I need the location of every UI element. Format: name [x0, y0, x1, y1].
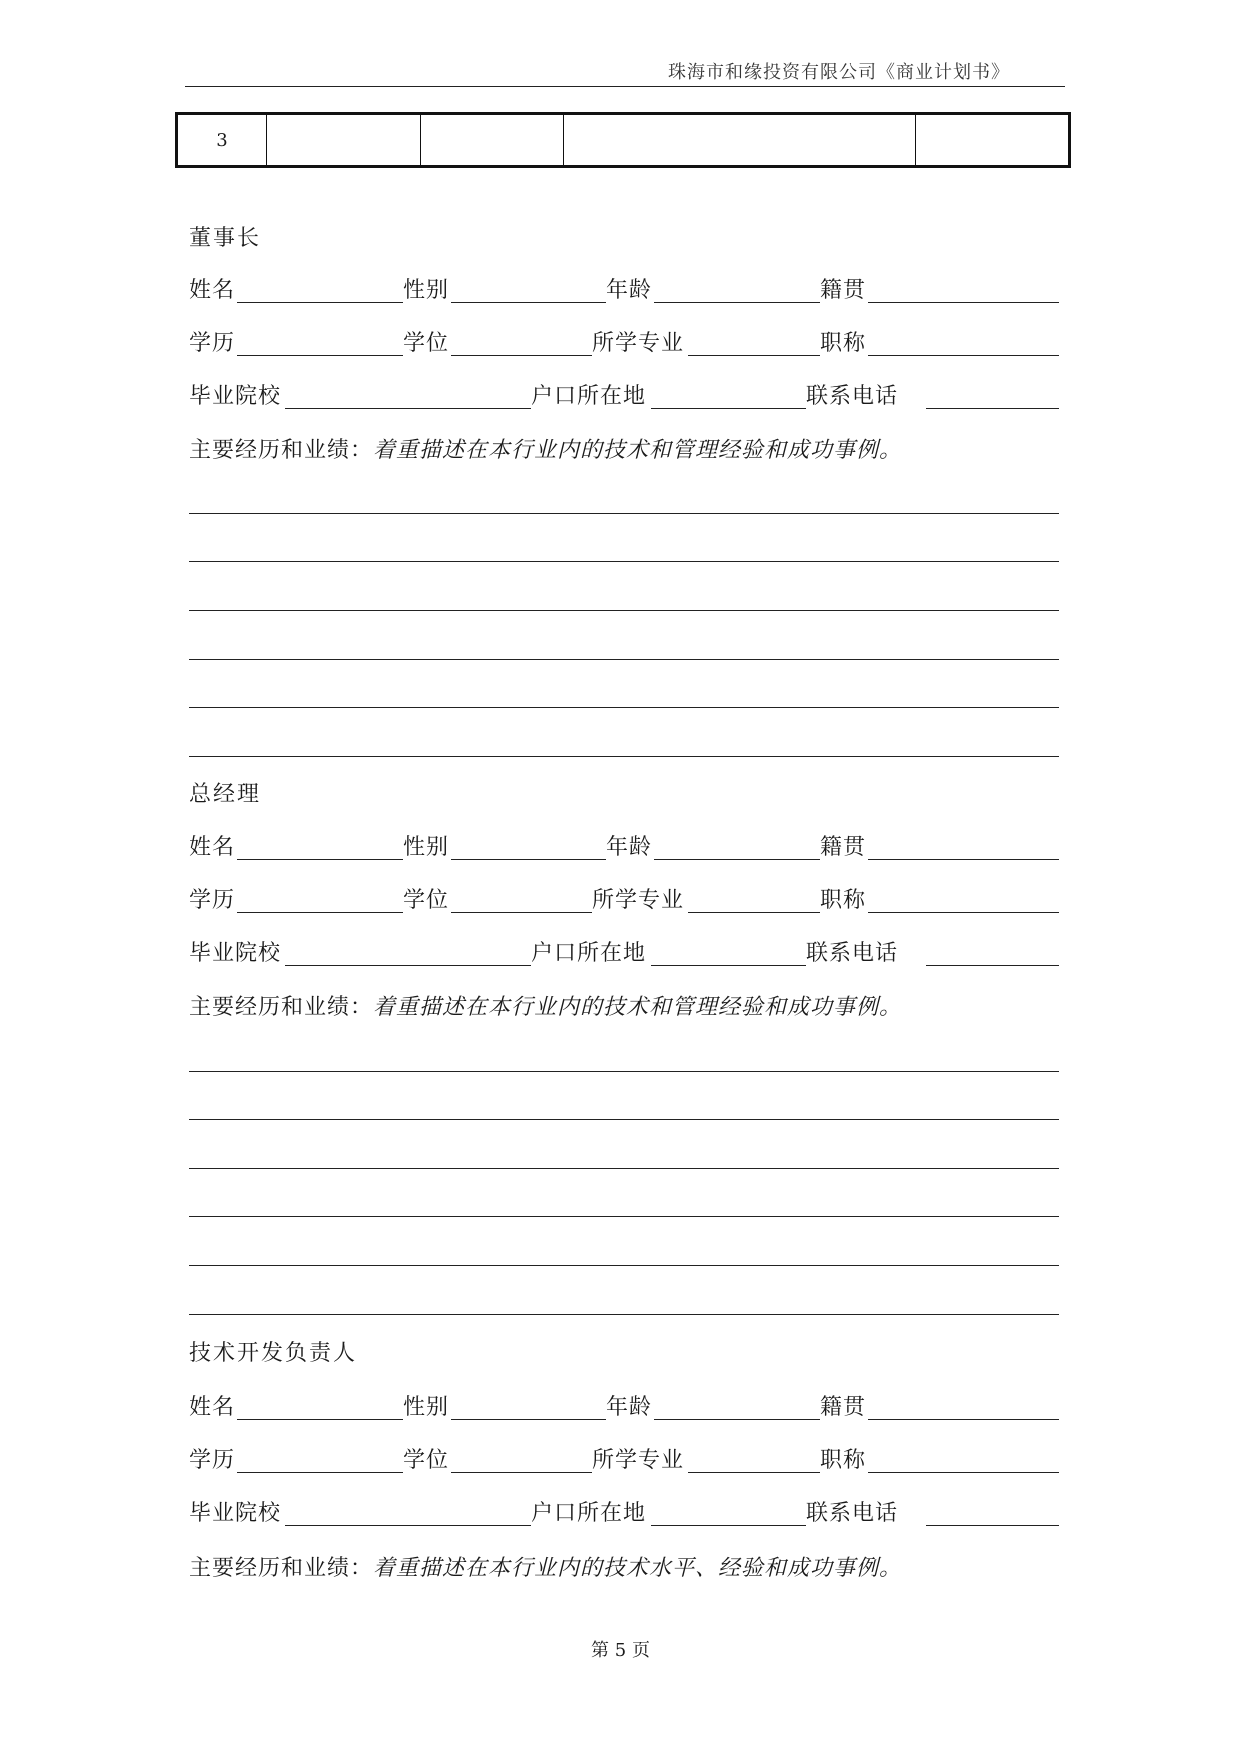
residence-label: 户口所在地	[531, 1501, 647, 1526]
degree-label: 学位	[403, 888, 450, 913]
experience-hint: 着重描述在本行业内的技术水平、经验和成功事例。	[373, 1556, 903, 1581]
table-cell	[421, 114, 564, 167]
name-field[interactable]	[237, 859, 403, 860]
title-field[interactable]	[868, 912, 1059, 913]
phone-field[interactable]	[926, 408, 1059, 409]
experience-line[interactable]	[189, 561, 1059, 562]
section-title-chairman: 董事长	[189, 226, 262, 251]
table-row	[177, 114, 1070, 167]
staff-table	[175, 112, 1071, 168]
school-field[interactable]	[285, 408, 531, 409]
gender-field[interactable]	[451, 302, 606, 303]
school-label: 毕业院校	[189, 1501, 282, 1526]
school-label: 毕业院校	[189, 941, 282, 966]
age-field[interactable]	[654, 1419, 820, 1420]
title-label: 职称	[820, 1448, 867, 1473]
title-label: 职称	[820, 888, 867, 913]
school-field[interactable]	[285, 965, 531, 966]
education-field[interactable]	[237, 355, 403, 356]
gender-field[interactable]	[451, 859, 606, 860]
degree-label: 学位	[403, 331, 450, 356]
experience-line[interactable]	[189, 1119, 1059, 1120]
degree-label: 学位	[403, 1448, 450, 1473]
native-place-label: 籍贯	[820, 278, 867, 303]
name-label: 姓名	[189, 835, 236, 860]
name-field[interactable]	[237, 302, 403, 303]
phone-label: 联系电话	[806, 941, 899, 966]
experience-line[interactable]	[189, 1168, 1059, 1169]
gender-label: 性别	[403, 835, 450, 860]
experience-label: 主要经历和业绩：	[189, 438, 374, 463]
experience-line[interactable]	[189, 659, 1059, 660]
education-field[interactable]	[237, 1472, 403, 1473]
residence-label: 户口所在地	[531, 384, 647, 409]
age-label: 年龄	[606, 1395, 653, 1420]
experience-label: 主要经历和业绩：	[189, 1556, 374, 1581]
page-header	[185, 50, 1065, 87]
residence-field[interactable]	[651, 408, 806, 409]
experience-label: 主要经历和业绩：	[189, 995, 374, 1020]
residence-field[interactable]	[651, 1525, 806, 1526]
experience-prompt	[189, 433, 902, 464]
education-label: 学历	[189, 331, 236, 356]
major-field[interactable]	[688, 355, 820, 356]
experience-hint: 着重描述在本行业内的技术和管理经验和成功事例。	[373, 995, 903, 1020]
major-field[interactable]	[688, 912, 820, 913]
section-title-tech-lead: 技术开发负责人	[189, 1341, 358, 1366]
age-label: 年龄	[606, 835, 653, 860]
experience-line[interactable]	[189, 1216, 1059, 1217]
experience-hint: 着重描述在本行业内的技术和管理经验和成功事例。	[373, 438, 903, 463]
phone-field[interactable]	[926, 965, 1059, 966]
residence-field[interactable]	[651, 965, 806, 966]
table-cell	[564, 114, 916, 167]
field-row-contact	[189, 379, 1059, 411]
name-label: 姓名	[189, 1395, 236, 1420]
experience-prompt	[189, 990, 902, 1021]
field-row-contact	[189, 936, 1059, 968]
age-field[interactable]	[654, 302, 820, 303]
phone-label: 联系电话	[806, 1501, 899, 1526]
table-cell-number: 3	[177, 114, 267, 167]
section-title-general-manager: 总经理	[189, 782, 262, 807]
education-label: 学历	[189, 888, 236, 913]
school-label: 毕业院校	[189, 384, 282, 409]
title-label: 职称	[820, 331, 867, 356]
native-place-field[interactable]	[868, 1419, 1059, 1420]
major-field[interactable]	[688, 1472, 820, 1473]
phone-field[interactable]	[926, 1525, 1059, 1526]
experience-line[interactable]	[189, 513, 1059, 514]
experience-line[interactable]	[189, 1314, 1059, 1315]
table-cell	[916, 114, 1070, 167]
field-row-basic	[189, 830, 1059, 862]
education-field[interactable]	[237, 912, 403, 913]
native-place-label: 籍贯	[820, 835, 867, 860]
phone-label: 联系电话	[806, 384, 899, 409]
experience-prompt	[189, 1551, 902, 1582]
field-row-education	[189, 883, 1059, 915]
name-label: 姓名	[189, 278, 236, 303]
field-row-contact	[189, 1496, 1059, 1528]
native-place-field[interactable]	[868, 859, 1059, 860]
gender-field[interactable]	[451, 1419, 606, 1420]
table-cell	[267, 114, 421, 167]
experience-line[interactable]	[189, 1071, 1059, 1072]
education-label: 学历	[189, 1448, 236, 1473]
major-label: 所学专业	[592, 1448, 685, 1473]
major-label: 所学专业	[592, 331, 685, 356]
page-number: 第 5 页	[591, 1640, 650, 1661]
degree-field[interactable]	[451, 355, 592, 356]
field-row-basic	[189, 273, 1059, 305]
major-label: 所学专业	[592, 888, 685, 913]
native-place-field[interactable]	[868, 302, 1059, 303]
school-field[interactable]	[285, 1525, 531, 1526]
title-field[interactable]	[868, 355, 1059, 356]
age-field[interactable]	[654, 859, 820, 860]
header-title: 珠海市和缘投资有限公司《商业计划书》	[668, 62, 1010, 83]
degree-field[interactable]	[451, 1472, 592, 1473]
native-place-label: 籍贯	[820, 1395, 867, 1420]
experience-line[interactable]	[189, 756, 1059, 757]
experience-line[interactable]	[189, 707, 1059, 708]
degree-field[interactable]	[451, 912, 592, 913]
field-row-basic	[189, 1390, 1059, 1422]
experience-line[interactable]	[189, 610, 1059, 611]
field-row-education	[189, 1443, 1059, 1475]
name-field[interactable]	[237, 1419, 403, 1420]
gender-label: 性别	[403, 1395, 450, 1420]
gender-label: 性别	[403, 278, 450, 303]
field-row-education	[189, 326, 1059, 358]
residence-label: 户口所在地	[531, 941, 647, 966]
age-label: 年龄	[606, 278, 653, 303]
title-field[interactable]	[868, 1472, 1059, 1473]
experience-line[interactable]	[189, 1265, 1059, 1266]
